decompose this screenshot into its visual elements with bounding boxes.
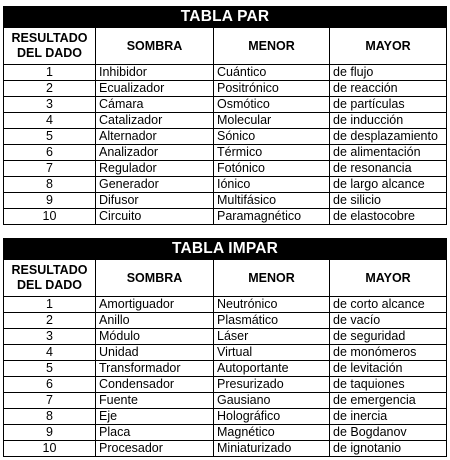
cell-result: 3 [4,97,96,113]
cell-menor: Plasmático [214,313,330,329]
cell-result: 10 [4,209,96,225]
cell-result: 9 [4,425,96,441]
cell-menor: Miniaturizado [214,441,330,457]
table-row [4,65,447,81]
cell-mayor: de seguridad [330,329,447,345]
column-header-sombra: SOMBRA [96,260,214,297]
cell-menor: Magnético [214,425,330,441]
cell-menor: Virtual [214,345,330,361]
cell-menor: Iónico [214,177,330,193]
table-row [4,329,447,345]
column-header-mayor: MAYOR [330,260,447,297]
table-row [4,377,447,393]
cell-mayor: de alimentación [330,145,447,161]
cell-mayor: de ignotanio [330,441,447,457]
cell-menor: Gausiano [214,393,330,409]
cell-result: 5 [4,361,96,377]
table-impar [3,238,447,457]
cell-result: 6 [4,145,96,161]
table-row [4,161,447,177]
cell-menor: Fotónico [214,161,330,177]
cell-sombra: Inhibidor [96,65,214,81]
table-row [4,129,447,145]
cell-result: 4 [4,345,96,361]
cell-sombra: Condensador [96,377,214,393]
cell-result: 5 [4,129,96,145]
cell-mayor: de levitación [330,361,447,377]
cell-sombra: Analizador [96,145,214,161]
cell-sombra: Transformador [96,361,214,377]
cell-menor: Osmótico [214,97,330,113]
cell-result: 7 [4,161,96,177]
cell-menor: Neutrónico [214,297,330,313]
table-row [4,393,447,409]
table-par [3,6,447,225]
cell-sombra: Módulo [96,329,214,345]
cell-sombra: Cámara [96,97,214,113]
cell-result: 7 [4,393,96,409]
cell-menor: Cuántico [214,65,330,81]
column-header-result: RESULTADO DEL DADO [4,28,96,65]
cell-mayor: de vacío [330,313,447,329]
cell-sombra: Ecualizador [96,81,214,97]
cell-result: 2 [4,81,96,97]
table-row [4,145,447,161]
cell-sombra: Catalizador [96,113,214,129]
cell-sombra: Circuito [96,209,214,225]
column-header-result: RESULTADO DEL DADO [4,260,96,297]
table-row [4,209,447,225]
cell-result: 6 [4,377,96,393]
column-header-mayor: MAYOR [330,28,447,65]
cell-menor: Láser [214,329,330,345]
table-title: TABLA IMPAR [4,239,447,260]
cell-menor: Sónico [214,129,330,145]
cell-menor: Positrónico [214,81,330,97]
cell-menor: Multifásico [214,193,330,209]
cell-sombra: Amortiguador [96,297,214,313]
cell-sombra: Difusor [96,193,214,209]
cell-mayor: de resonancia [330,161,447,177]
cell-sombra: Generador [96,177,214,193]
cell-result: 8 [4,177,96,193]
cell-mayor: de corto alcance [330,297,447,313]
cell-result: 4 [4,113,96,129]
column-header-menor: MENOR [214,28,330,65]
cell-result: 10 [4,441,96,457]
cell-mayor: de inducción [330,113,447,129]
header-row [4,28,447,65]
cell-mayor: de emergencia [330,393,447,409]
cell-mayor: de partículas [330,97,447,113]
cell-result: 8 [4,409,96,425]
cell-result: 9 [4,193,96,209]
cell-result: 2 [4,313,96,329]
table-row [4,297,447,313]
table-row [4,361,447,377]
header-row [4,260,447,297]
cell-mayor: de inercia [330,409,447,425]
cell-sombra: Placa [96,425,214,441]
cell-menor: Presurizado [214,377,330,393]
table-row [4,409,447,425]
table-row [4,441,447,457]
table-row [4,313,447,329]
cell-sombra: Fuente [96,393,214,409]
cell-menor: Molecular [214,113,330,129]
cell-result: 1 [4,65,96,81]
cell-sombra: Procesador [96,441,214,457]
cell-mayor: de silicio [330,193,447,209]
cell-mayor: de reacción [330,81,447,97]
cell-sombra: Regulador [96,161,214,177]
cell-result: 1 [4,297,96,313]
cell-menor: Paramagnético [214,209,330,225]
table-row [4,81,447,97]
cell-menor: Holográfico [214,409,330,425]
cell-mayor: de taquiones [330,377,447,393]
cell-mayor: de flujo [330,65,447,81]
cell-menor: Autoportante [214,361,330,377]
table-title: TABLA PAR [4,7,447,28]
table-row [4,177,447,193]
cell-menor: Térmico [214,145,330,161]
cell-result: 3 [4,329,96,345]
table-row [4,193,447,209]
cell-mayor: de elastocobre [330,209,447,225]
cell-sombra: Anillo [96,313,214,329]
table-row [4,113,447,129]
cell-mayor: de Bogdanov [330,425,447,441]
column-header-sombra: SOMBRA [96,28,214,65]
cell-mayor: de largo alcance [330,177,447,193]
column-header-menor: MENOR [214,260,330,297]
cell-mayor: de monómeros [330,345,447,361]
table-row [4,345,447,361]
table-row [4,97,447,113]
cell-sombra: Unidad [96,345,214,361]
table-row [4,425,447,441]
cell-mayor: de desplazamiento [330,129,447,145]
cell-sombra: Eje [96,409,214,425]
cell-sombra: Alternador [96,129,214,145]
